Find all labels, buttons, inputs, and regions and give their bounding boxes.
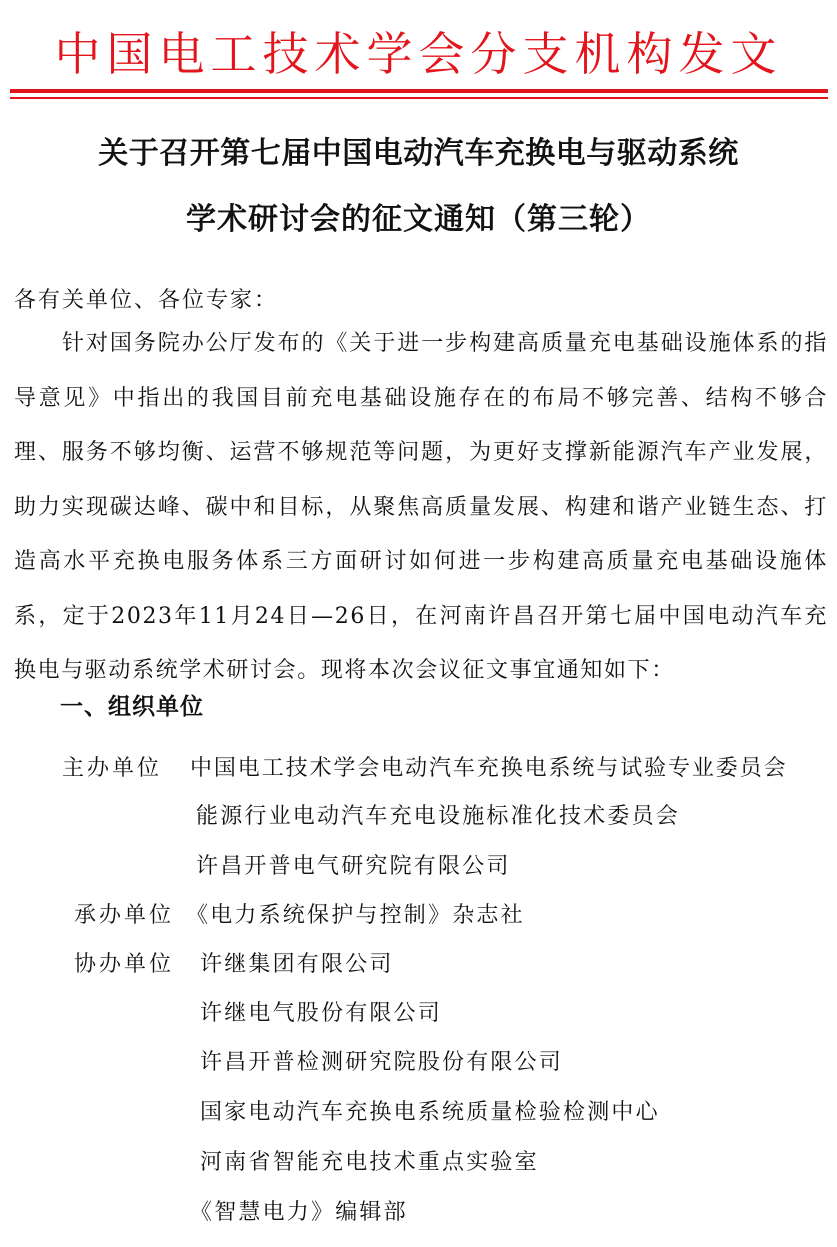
- org-item-host-2: 能源行业电动汽车充电设施标准化技术委员会: [196, 804, 681, 829]
- document-title-line-1: 关于召开第七届中国电动汽车充换电与驱动系统: [98, 136, 739, 171]
- org-item-co-organizer-5: 河南省智能充电技术重点实验室: [200, 1150, 539, 1175]
- masthead-title: 中国电工技术学会分支机构发文: [54, 27, 783, 81]
- document-title-line-2: 学术研讨会的征文通知（第三轮）: [186, 202, 651, 237]
- masthead-thick-rule: [10, 89, 828, 93]
- org-item-co-organizer-4: 国家电动汽车充换电系统质量检验检测中心: [200, 1100, 660, 1125]
- org-label-host: 主办单位: [62, 756, 163, 781]
- intro-paragraph: 针对国务院办公厅发布的《关于进一步构建高质量充电基础设施体系的指导意见》中指出的我国目前充电基础设施存在的布局不够完善、结构不够合理、服务不够均衡、运营不够规范等问题，为更好支撑新能源汽车产业发展，助力实现碳达峰、碳中和目标，从聚焦高质量发展、构建和谐产业链生态、打造高水平充换电服务体系三方面研讨如何进一步构建高质量充电基础设施体系，定于2023年11月24日—26日，在河南许昌召开第七届中国电动汽车充换电与驱动系统学术研讨会。现将本次会议征文事宜通知如下：: [14, 331, 828, 683]
- section-heading-organizers: 一、组织单位: [60, 694, 204, 720]
- salutation: 各有关单位、各位专家：: [14, 288, 279, 313]
- masthead-thin-rule: [10, 97, 828, 99]
- org-label-organizer: 承办单位: [74, 903, 175, 928]
- org-item-host-3: 许昌开普电气研究院有限公司: [196, 854, 511, 879]
- org-item-co-organizer-6: 《智慧电力》编辑部: [190, 1200, 408, 1225]
- org-item-co-organizer-3: 许昌开普检测研究院股份有限公司: [200, 1050, 564, 1075]
- org-item-co-organizer-2: 许继电气股份有限公司: [200, 1001, 443, 1026]
- org-item-host-1: 中国电工技术学会电动汽车充换电系统与试验专业委员会: [190, 756, 788, 781]
- org-label-co-organizer: 协办单位: [74, 952, 175, 977]
- org-item-organizer-1: 《电力系统保护与控制》杂志社: [186, 903, 525, 928]
- org-item-co-organizer-1: 许继集团有限公司: [200, 952, 394, 977]
